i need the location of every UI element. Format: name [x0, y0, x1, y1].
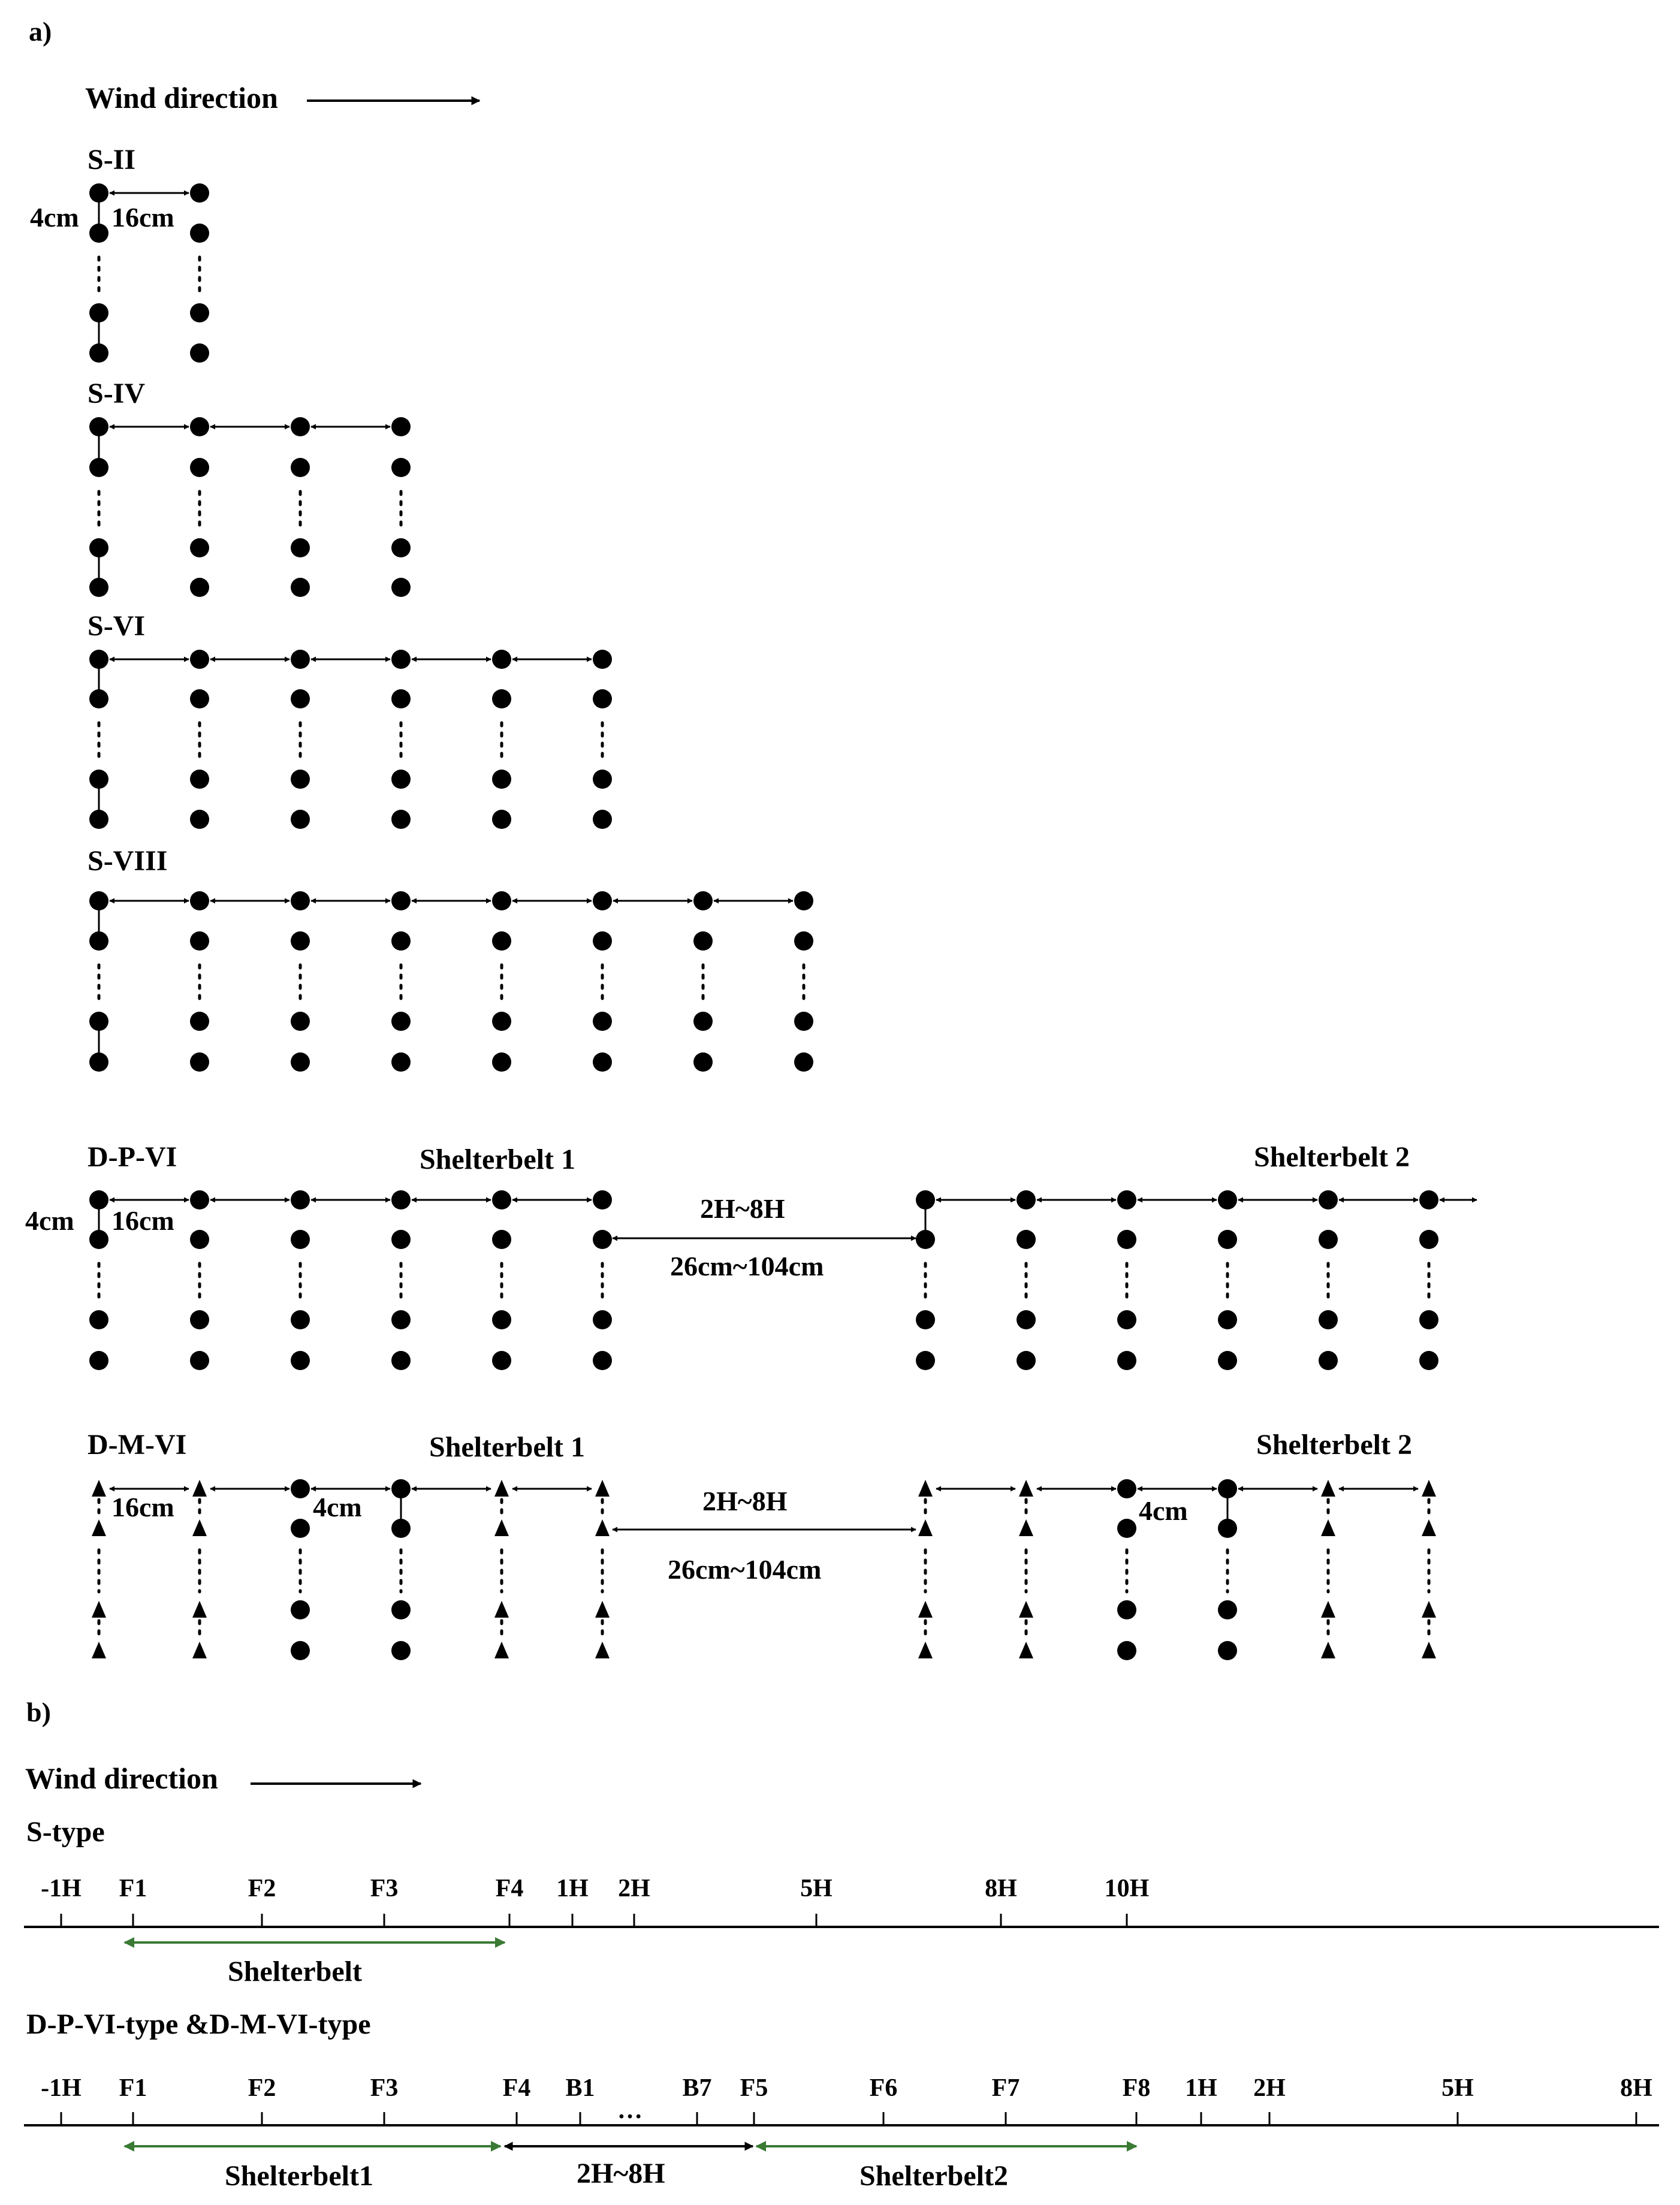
tree-dot	[1117, 1641, 1136, 1660]
tick-label: F1	[119, 1875, 147, 1902]
tree-grid	[89, 891, 813, 1072]
tree-dot	[291, 1641, 310, 1660]
config-label: D-P-VI	[88, 1141, 177, 1173]
tree-dot	[391, 1641, 411, 1660]
tree-dot	[391, 417, 411, 436]
shrub-triangle	[92, 1642, 106, 1658]
gap-cm-label: 26cm~104cm	[668, 1554, 822, 1585]
tree-dot	[1218, 1641, 1237, 1660]
tree-dot	[1419, 1230, 1438, 1249]
tree-dot	[1017, 1230, 1036, 1249]
tree-dot	[492, 1190, 511, 1209]
tree-dot	[190, 1012, 209, 1031]
config-d-m-vi	[88, 1429, 1436, 1660]
config-label: S-IV	[88, 378, 146, 409]
s-type-axis	[24, 1816, 1659, 1987]
tree-dot	[1319, 1190, 1338, 1209]
tree-dot	[492, 650, 511, 669]
shrub-triangle	[1019, 1480, 1033, 1497]
tree-dot	[916, 1310, 935, 1329]
tree-dot	[190, 343, 209, 363]
tree-dot	[593, 810, 612, 829]
shrub-triangle	[1422, 1601, 1436, 1618]
tree-dot	[190, 931, 209, 951]
tick-label: F3	[370, 1875, 399, 1902]
tree-dot	[492, 810, 511, 829]
tree-dot	[593, 1351, 612, 1370]
shelterbelt1-label: Shelterbelt1	[225, 2160, 373, 2192]
tree-dot	[190, 417, 209, 436]
tree-dot	[1117, 1351, 1136, 1370]
shrub-triangle	[1019, 1519, 1033, 1536]
row-spacing-label: 4cm	[30, 202, 79, 233]
tree-dot	[391, 1230, 411, 1249]
shrub-triangle	[1321, 1642, 1335, 1658]
shrub-triangle	[1422, 1480, 1436, 1497]
tree-dot	[190, 1052, 209, 1072]
config-s-vi	[88, 610, 612, 829]
config-label: S-II	[88, 144, 136, 176]
tree-dot	[190, 1351, 209, 1370]
shrub-triangle	[595, 1480, 610, 1497]
shrub-triangle	[92, 1601, 106, 1618]
panel-a-label: a)	[29, 16, 52, 47]
tick-label: 8H	[985, 1875, 1017, 1902]
shrub-triangle	[918, 1601, 933, 1618]
shelterbelt-label: Shelterbelt	[228, 1956, 362, 1987]
tree-dot	[492, 1052, 511, 1072]
tick-label: 2H	[618, 1875, 650, 1902]
config-d-p-vi	[25, 1141, 1477, 1370]
tree-dot	[794, 1012, 813, 1031]
tree-dot	[190, 1310, 209, 1329]
config-s-iv	[88, 378, 411, 597]
shrub-triangle	[192, 1642, 207, 1658]
tree-grid	[89, 417, 411, 597]
shrub-triangle	[918, 1480, 933, 1497]
wind-direction-label: Wind direction	[85, 81, 278, 114]
column-spacing-label: 16cm	[111, 202, 174, 233]
tree-dot	[1117, 1600, 1136, 1619]
shrub-triangle	[494, 1601, 509, 1618]
tree-dot	[391, 931, 411, 951]
tick-label: 1H	[1185, 2074, 1217, 2102]
tick-label: F2	[248, 2074, 276, 2102]
tree-dot	[391, 891, 411, 910]
shrub-triangle	[1019, 1601, 1033, 1618]
tick-label: 2H	[1253, 2074, 1286, 2102]
shrub-triangle	[494, 1642, 509, 1658]
panel-a	[25, 16, 1477, 1660]
belt-2-tree-grid	[916, 1190, 1477, 1370]
tree-dot	[89, 1351, 108, 1370]
shelterbelt2-label: Shelterbelt2	[859, 2160, 1008, 2192]
tree-dot	[492, 1310, 511, 1329]
shrub-triangle	[192, 1519, 207, 1536]
tree-dot	[593, 1190, 612, 1209]
tree-dot	[291, 1012, 310, 1031]
tree-dot	[492, 891, 511, 910]
tree-dot	[391, 810, 411, 829]
tree-dot	[391, 1351, 411, 1370]
tree-dot	[291, 578, 310, 597]
tree-dot	[1319, 1351, 1338, 1370]
tree-dot	[391, 770, 411, 789]
column-spacing-label: 16cm	[111, 1205, 174, 1236]
tick-label: B1	[565, 2074, 595, 2102]
shrub-triangle	[1321, 1601, 1335, 1618]
config-s-ii	[30, 144, 209, 363]
tree-dot	[190, 303, 209, 322]
shelterbelt-2-label: Shelterbelt 2	[1254, 1141, 1410, 1173]
shelterbelt-2-label: Shelterbelt 2	[1256, 1429, 1412, 1461]
tree-dot	[1218, 1600, 1237, 1619]
gap-h-label: 2H~8H	[702, 1486, 788, 1516]
tree-dot	[1218, 1190, 1237, 1209]
shrub-triangle	[1422, 1642, 1436, 1658]
shrub-triangle	[92, 1519, 106, 1536]
tree-dot	[1218, 1310, 1237, 1329]
tree-dot	[794, 1052, 813, 1072]
shrub-triangle	[918, 1519, 933, 1536]
shrub-triangle	[192, 1480, 207, 1497]
tree-dot	[1117, 1190, 1136, 1209]
tree-dot	[1117, 1519, 1136, 1538]
gap-label: 2H~8H	[577, 2158, 665, 2189]
tick-label: 10H	[1104, 1875, 1150, 1902]
tick-label: 1H	[556, 1875, 589, 1902]
tree-grid	[89, 650, 612, 829]
tree-dot	[291, 689, 310, 708]
tree-dot	[190, 810, 209, 829]
tree-dot	[794, 891, 813, 910]
tick-label: F6	[869, 2074, 898, 2102]
tick-label: F2	[248, 1875, 276, 1902]
tree-dot	[291, 417, 310, 436]
tree-dot	[1117, 1230, 1136, 1249]
tick-label: -1H	[41, 1875, 82, 1902]
tree-dot	[190, 1190, 209, 1209]
tree-dot	[593, 891, 612, 910]
tree-dot	[190, 578, 209, 597]
s-type-title: S-type	[26, 1816, 105, 1848]
tree-dot	[291, 810, 310, 829]
tick-label: B7	[682, 2074, 712, 2102]
tree-dot	[492, 1012, 511, 1031]
tree-dot	[693, 1052, 713, 1072]
tree-dot	[391, 458, 411, 477]
tree-dot	[593, 650, 612, 669]
tick-label: -1H	[41, 2074, 82, 2102]
column-spacing-label: 16cm	[111, 1492, 174, 1522]
tree-dot	[593, 1230, 612, 1249]
tree-dot	[593, 1310, 612, 1329]
tree-dot	[190, 891, 209, 910]
tree-dot	[291, 891, 310, 910]
tree-dot	[593, 931, 612, 951]
tree-dot	[89, 1310, 108, 1329]
tree-dot	[593, 689, 612, 708]
tree-dot	[391, 538, 411, 557]
tree-dot	[391, 689, 411, 708]
tree-dot	[291, 650, 310, 669]
tree-dot	[291, 1351, 310, 1370]
tree-dot	[1117, 1479, 1136, 1498]
tree-dot	[291, 1600, 310, 1619]
row-spacing-label: 4cm	[1139, 1495, 1188, 1526]
shrub-triangle	[918, 1642, 933, 1658]
row-spacing-label: 4cm	[313, 1492, 362, 1522]
tree-dot	[593, 1052, 612, 1072]
tree-dot	[1218, 1230, 1237, 1249]
tree-dot	[492, 1351, 511, 1370]
config-label: S-VIII	[88, 845, 168, 877]
shrub-triangle	[595, 1519, 610, 1536]
tree-dot	[492, 770, 511, 789]
tick-label: 5H	[800, 1875, 833, 1902]
tree-dot	[190, 458, 209, 477]
tree-dot	[593, 770, 612, 789]
b-ellipsis: …	[617, 2097, 643, 2124]
shrub-triangle	[92, 1480, 106, 1497]
tree-dot	[1419, 1190, 1438, 1209]
tree-dot	[391, 650, 411, 669]
tick-label: F4	[495, 1875, 524, 1902]
tree-dot	[291, 1052, 310, 1072]
tree-dot	[190, 650, 209, 669]
tree-dot	[1319, 1310, 1338, 1329]
tree-dot	[794, 931, 813, 951]
shrub-triangle	[1321, 1519, 1335, 1536]
tree-dot	[1419, 1310, 1438, 1329]
config-label: D-M-VI	[88, 1429, 187, 1461]
shelterbelt-1-label: Shelterbelt 1	[429, 1431, 585, 1463]
tree-dot	[1319, 1230, 1338, 1249]
panel-b-label: b)	[26, 1697, 51, 1727]
tree-dot	[492, 931, 511, 951]
tick-label: F4	[502, 2074, 531, 2102]
tree-dot	[291, 1479, 310, 1498]
tree-dot	[291, 1310, 310, 1329]
tick-label: F1	[119, 2074, 147, 2102]
tree-dot	[391, 1600, 411, 1619]
tree-dot	[291, 1519, 310, 1538]
tick-label: F8	[1122, 2074, 1151, 2102]
tree-dot	[693, 891, 713, 910]
tree-dot	[1117, 1310, 1136, 1329]
tree-dot	[693, 1012, 713, 1031]
wind-direction-label: Wind direction	[25, 1761, 218, 1795]
s-type-ticks	[41, 1875, 1149, 1927]
shrub-triangle	[1422, 1519, 1436, 1536]
tree-dot	[916, 1351, 935, 1370]
tree-dot	[1218, 1351, 1237, 1370]
gap-h-label: 2H~8H	[700, 1193, 785, 1224]
shrub-triangle	[1321, 1480, 1335, 1497]
d-type-title: D-P-VI-type &D-M-VI-type	[26, 2008, 371, 2040]
tree-dot	[190, 183, 209, 203]
tree-dot	[593, 1012, 612, 1031]
tree-dot	[391, 1052, 411, 1072]
tree-dot	[291, 770, 310, 789]
config-label: S-VI	[88, 610, 146, 642]
tree-dot	[693, 931, 713, 951]
tree-dot	[391, 1310, 411, 1329]
tree-dot	[291, 1190, 310, 1209]
shrub-triangle	[192, 1601, 207, 1618]
d-type-ticks	[41, 2074, 1652, 2125]
tree-dot	[492, 1230, 511, 1249]
tree-dot	[1017, 1190, 1036, 1209]
d-type-axis	[24, 2008, 1659, 2192]
tree-dot	[391, 578, 411, 597]
tree-dot	[291, 931, 310, 951]
tick-label: F3	[370, 2074, 399, 2102]
tree-dot	[1017, 1351, 1036, 1370]
tree-dot	[291, 1230, 310, 1249]
row-spacing-label: 4cm	[25, 1205, 74, 1236]
shrub-triangle	[595, 1601, 610, 1618]
tree-dot	[190, 224, 209, 243]
tree-dot	[190, 770, 209, 789]
tree-dot	[291, 538, 310, 557]
shrub-triangle	[494, 1480, 509, 1497]
tree-dot	[492, 689, 511, 708]
tree-dot	[1017, 1310, 1036, 1329]
tree-dot	[190, 538, 209, 557]
config-s-viii	[88, 845, 813, 1072]
shrub-triangle	[494, 1519, 509, 1536]
tree-dot	[190, 689, 209, 708]
tick-label: F7	[991, 2074, 1020, 2102]
tree-dot	[1419, 1351, 1438, 1370]
shrub-triangle	[1019, 1642, 1033, 1658]
gap-cm-label: 26cm~104cm	[670, 1251, 824, 1281]
tick-label: 5H	[1441, 2074, 1474, 2102]
panel-b	[24, 1697, 1659, 2192]
tree-dot	[291, 458, 310, 477]
tree-dot	[190, 1230, 209, 1249]
shelterbelt-1-label: Shelterbelt 1	[420, 1144, 575, 1175]
tree-dot	[391, 1190, 411, 1209]
tick-label: F5	[740, 2074, 768, 2102]
tick-label: 8H	[1620, 2074, 1652, 2102]
shrub-triangle	[595, 1642, 610, 1658]
tree-dot	[391, 1012, 411, 1031]
